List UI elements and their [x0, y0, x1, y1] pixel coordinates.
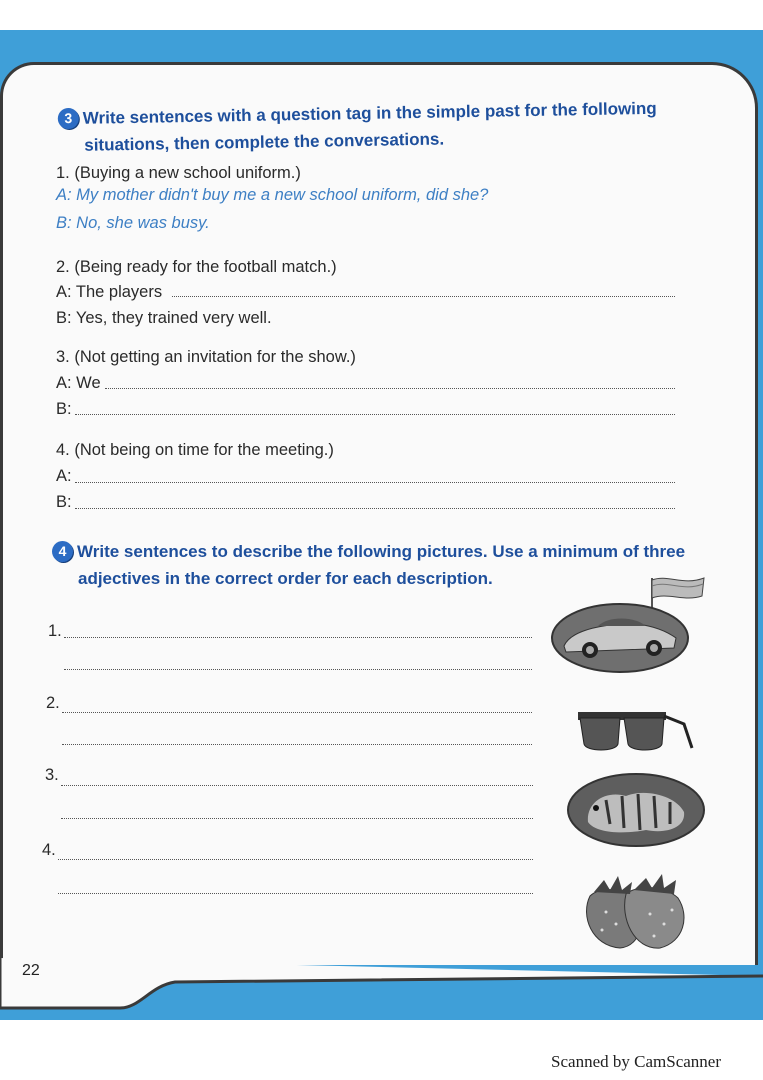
ex4-item4-label: 4.	[42, 841, 56, 859]
ex3-item3-answer-b-blank[interactable]	[75, 414, 675, 415]
ex3-item4-line-a: A:	[56, 467, 72, 485]
ex4-item4-blank-2[interactable]	[58, 893, 533, 894]
ex3-item4-answer-a-blank[interactable]	[75, 482, 675, 483]
tiger-icon	[566, 772, 706, 848]
ex3-item3-answer-a-blank[interactable]	[105, 388, 675, 389]
sunglasses-icon	[576, 710, 694, 754]
ex3-item3-prompt: 3. (Not getting an invitation for the show.)	[56, 348, 356, 366]
ex3-item4-line-b: B:	[56, 493, 72, 511]
ex3-item2-answer-a-blank[interactable]	[172, 296, 675, 297]
strawberries-icon	[580, 866, 692, 952]
sports-car-icon	[550, 602, 690, 674]
ex4-item4-blank-1[interactable]	[58, 859, 533, 860]
ex4-item2-label: 2.	[46, 694, 60, 712]
ex3-item3-line-a: A: We	[56, 374, 101, 392]
ex4-item1-blank-2[interactable]	[64, 669, 532, 670]
ex4-item2-blank-1[interactable]	[62, 712, 532, 713]
exercise-4-title: 4 Write sentences to describe the following pictures. Use a minimum of three adjectives in the correct order for each description.	[52, 538, 685, 592]
scanner-footer: Scanned by CamScanner	[551, 1052, 721, 1071]
exercise-3-badge: 3	[58, 108, 79, 129]
ex4-item2-blank-2[interactable]	[62, 744, 532, 745]
ex3-item2-line-b: B: Yes, they trained very well.	[56, 309, 272, 327]
ex3-item1-answer-b: B: No, she was busy.	[56, 214, 210, 232]
ex4-item1-label: 1.	[48, 622, 62, 640]
ex3-item1-answer-a: A: My mother didn't buy me a new school uniform, did she?	[56, 186, 489, 204]
exercise-3-title: 3 Write sentences with a question tag in the simple past for the following situations, then complete the conversations.	[58, 95, 658, 159]
ex3-item3-line-b: B:	[56, 400, 72, 418]
ex3-item2-line-a: A: The players	[56, 283, 163, 301]
ex4-item1-blank-1[interactable]	[64, 637, 532, 638]
ex4-item3-label: 3.	[45, 766, 59, 784]
ex3-item4-answer-b-blank[interactable]	[75, 508, 675, 509]
exercise-4-badge: 4	[52, 541, 73, 562]
ex3-item4-prompt: 4. (Not being on time for the meeting.)	[56, 441, 334, 459]
page-number: 22	[22, 962, 40, 979]
ex4-item3-blank-1[interactable]	[61, 785, 533, 786]
ex4-item3-blank-2[interactable]	[61, 818, 533, 819]
ex3-item2-prompt: 2. (Being ready for the football match.)	[56, 258, 337, 276]
page-curl-bottom	[0, 958, 763, 1010]
ex3-item1-prompt: 1. (Buying a new school uniform.)	[56, 164, 301, 182]
